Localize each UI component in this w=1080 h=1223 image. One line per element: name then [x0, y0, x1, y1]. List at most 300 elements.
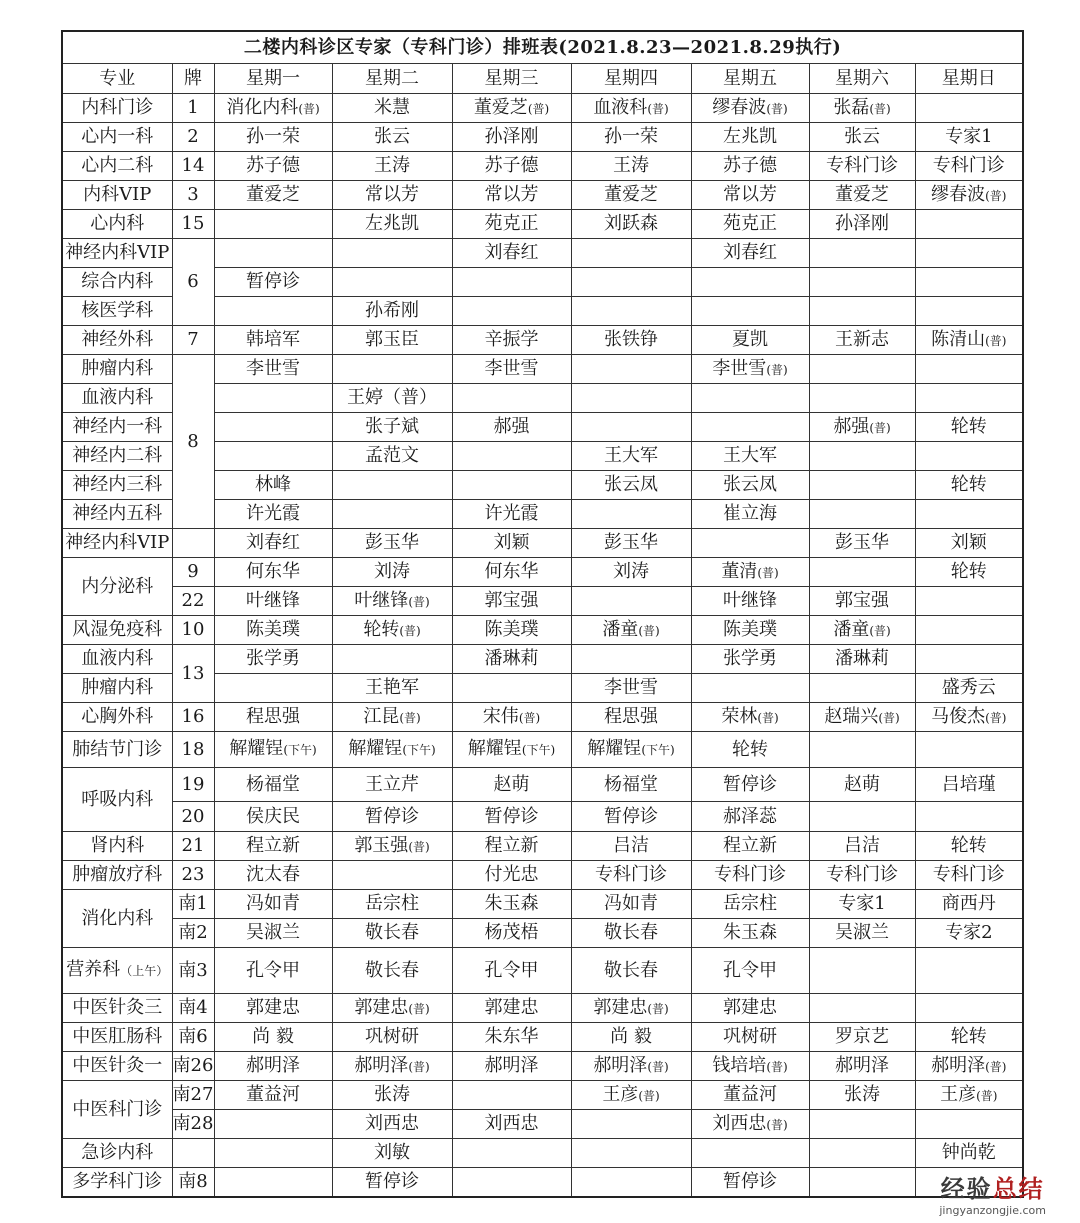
schedule-cell	[214, 768, 332, 802]
schedule-cell	[571, 1110, 691, 1139]
room-number-cell: 8	[172, 355, 214, 529]
schedule-cell	[332, 413, 452, 442]
table-row	[62, 1110, 1023, 1139]
doctor-name: 侯庆民	[246, 805, 300, 827]
schedule-cell	[452, 616, 571, 645]
schedule-cell	[809, 210, 915, 239]
schedule-cell	[809, 587, 915, 616]
doctor-name: 孙泽刚	[484, 126, 539, 147]
doctor-name: 程立新	[484, 835, 539, 856]
doctor-name: 许光霞	[484, 503, 539, 524]
schedule-cell	[809, 1081, 915, 1110]
doctor-name: 叶继锋	[246, 590, 300, 611]
doctor-name: 郝明泽	[484, 1055, 539, 1076]
schedule-cell	[915, 616, 1023, 645]
doctor-name: 李世雪	[484, 358, 539, 379]
schedule-cell	[809, 268, 915, 297]
doctor-name: 刘春红	[484, 242, 539, 263]
doctor-name: 崔立海	[723, 503, 777, 524]
page-title: 二楼内科诊区专家（专科门诊）排班表(2021.8.23—2021.8.29执行)	[62, 31, 1023, 64]
schedule-cell	[332, 355, 452, 384]
room-number-cell: 3	[172, 181, 214, 210]
schedule-cell	[809, 413, 915, 442]
doctor-name: 张云凤	[723, 474, 777, 495]
session-tag: (普)	[976, 1088, 998, 1103]
schedule-cell	[332, 181, 452, 210]
doctor-name: 暂停诊	[365, 805, 419, 827]
schedule-cell	[809, 732, 915, 768]
schedule-cell	[691, 181, 809, 210]
table-row	[62, 326, 1023, 355]
doctor-name: 董益河	[723, 1084, 777, 1105]
schedule-cell	[915, 529, 1023, 558]
doctor-name: 轮转	[363, 618, 400, 640]
schedule-cell	[332, 616, 452, 645]
doctor-name: 专家2	[945, 922, 993, 943]
doctor-name: 董清	[721, 560, 758, 582]
schedule-cell	[571, 413, 691, 442]
doctor-name: 巩树研	[723, 1026, 777, 1047]
schedule-cell	[691, 802, 809, 832]
doctor-name: 刘西忠	[484, 1113, 539, 1134]
schedule-cell	[571, 1052, 691, 1081]
schedule-cell	[452, 768, 571, 802]
table-row	[62, 948, 1023, 994]
doctor-name: 尚 毅	[252, 1026, 294, 1047]
schedule-cell	[332, 1110, 452, 1139]
department-cell: 营养科（上午）	[62, 948, 172, 994]
schedule-cell	[214, 703, 332, 732]
doctor-name: 张涛	[844, 1084, 880, 1105]
schedule-cell	[214, 1052, 332, 1081]
schedule-cell	[915, 1139, 1023, 1168]
schedule-cell	[809, 616, 915, 645]
doctor-name: 陈美璞	[484, 619, 539, 640]
department-cell: 肿瘤放疗科	[62, 861, 172, 890]
department-cell: 肿瘤内科	[62, 355, 172, 384]
schedule-cell	[214, 94, 332, 123]
doctor-name: 刘颖	[950, 532, 987, 553]
doctor-name: 郭玉强	[354, 834, 409, 856]
schedule-cell	[332, 674, 452, 703]
table-row	[62, 1081, 1023, 1110]
doctor-name: 暂停诊	[246, 271, 300, 292]
schedule-cell	[332, 94, 452, 123]
schedule-cell	[571, 587, 691, 616]
schedule-cell	[571, 326, 691, 355]
room-number-cell: 南27	[172, 1081, 214, 1110]
schedule-cell	[452, 355, 571, 384]
doctor-name: 孙一荣	[246, 126, 300, 147]
schedule-cell	[691, 1081, 809, 1110]
schedule-cell	[214, 442, 332, 471]
session-tag: (普)	[408, 1001, 430, 1016]
doctor-name: 巩树研	[365, 1026, 419, 1047]
room-number-cell: 南2	[172, 919, 214, 948]
room-number-cell: 南1	[172, 890, 214, 919]
table-row	[62, 210, 1023, 239]
table-row	[62, 645, 1023, 674]
schedule-cell	[915, 768, 1023, 802]
doctor-name: 岳宗柱	[365, 893, 419, 914]
session-tag: (普)	[869, 420, 891, 435]
department-cell: 中医科门诊	[62, 1081, 172, 1139]
schedule-cell	[691, 355, 809, 384]
room-number-cell	[172, 529, 214, 558]
doctor-name: 郝泽蕊	[723, 805, 777, 827]
department-cell: 神经内二科	[62, 442, 172, 471]
doctor-name: 程立新	[246, 835, 300, 856]
schedule-cell	[214, 1023, 332, 1052]
doctor-name: 盛秀云	[941, 677, 996, 698]
department-cell: 血液内科	[62, 384, 172, 413]
schedule-cell	[332, 558, 452, 587]
doctor-name: 王婷（普）	[347, 387, 437, 408]
schedule-cell	[915, 948, 1023, 994]
department-cell: 综合内科	[62, 268, 172, 297]
schedule-cell	[214, 355, 332, 384]
schedule-cell	[214, 239, 332, 268]
schedule-cell	[809, 529, 915, 558]
schedule-cell	[452, 861, 571, 890]
session-tag: (普)	[869, 623, 891, 638]
doctor-name: 叶继锋	[723, 590, 777, 611]
column-header: 星期三	[452, 64, 571, 94]
department-cell: 中医针灸三	[62, 994, 172, 1023]
doctor-name: 彭玉华	[604, 532, 658, 553]
schedule-cell	[691, 948, 809, 994]
department-cell: 内分泌科	[62, 558, 172, 616]
schedule-cell	[809, 919, 915, 948]
doctor-name: 郭建忠	[723, 997, 777, 1018]
doctor-name: 朱玉森	[484, 893, 539, 914]
doctor-name: 程思强	[246, 706, 300, 727]
doctor-name: 夏凯	[732, 329, 768, 350]
department-cell: 内科门诊	[62, 94, 172, 123]
session-tag: (普)	[647, 101, 669, 116]
doctor-name: 专科门诊	[826, 864, 898, 885]
schedule-cell	[452, 890, 571, 919]
session-tag: (下午)	[402, 743, 436, 757]
doctor-name: 何东华	[246, 561, 300, 582]
doctor-name: 郭建忠	[246, 997, 300, 1018]
schedule-cell	[332, 703, 452, 732]
schedule-cell	[452, 326, 571, 355]
doctor-name: 苑克正	[723, 213, 777, 234]
department-cell: 肿瘤内科	[62, 674, 172, 703]
schedule-cell	[691, 471, 809, 500]
schedule-cell	[691, 326, 809, 355]
schedule-cell	[452, 239, 571, 268]
schedule-cell	[809, 1168, 915, 1197]
column-header: 星期一	[214, 64, 332, 94]
schedule-cell	[691, 832, 809, 861]
schedule-cell	[332, 152, 452, 181]
schedule-cell	[809, 802, 915, 832]
department-cell: 心胸外科	[62, 703, 172, 732]
schedule-cell	[571, 558, 691, 587]
schedule-cell	[214, 674, 332, 703]
doctor-name: 吕洁	[844, 835, 880, 856]
doctor-name: 专科门诊	[932, 864, 1005, 885]
doctor-name: 缪春波	[931, 183, 986, 205]
doctor-name: 王大军	[723, 445, 777, 466]
room-number-cell: 6	[172, 239, 214, 326]
table-row	[62, 919, 1023, 948]
schedule-cell	[214, 210, 332, 239]
schedule-cell	[332, 210, 452, 239]
doctor-name: 冯如青	[246, 893, 300, 914]
doctor-name: 商西丹	[941, 893, 996, 914]
room-number-cell: 南6	[172, 1023, 214, 1052]
room-number-cell: 南26	[172, 1052, 214, 1081]
doctor-name: 暂停诊	[484, 805, 539, 827]
room-number-cell: 20	[172, 802, 214, 832]
schedule-cell	[809, 1052, 915, 1081]
room-number-cell: 南28	[172, 1110, 214, 1139]
department-cell: 核医学科	[62, 297, 172, 326]
schedule-cell	[332, 732, 452, 768]
schedule-cell	[915, 1081, 1023, 1110]
doctor-name: 尚 毅	[610, 1026, 652, 1047]
column-header: 星期六	[809, 64, 915, 94]
doctor-name: 解耀锃	[467, 738, 522, 759]
schedule-cell	[915, 919, 1023, 948]
schedule-cell	[809, 152, 915, 181]
doctor-name: 马俊杰	[931, 705, 986, 727]
department-cell: 多学科门诊	[62, 1168, 172, 1197]
doctor-name: 暂停诊	[365, 1170, 419, 1192]
schedule-cell	[214, 413, 332, 442]
schedule-cell	[809, 768, 915, 802]
schedule-cell	[452, 500, 571, 529]
schedule-cell	[915, 1052, 1023, 1081]
schedule-cell	[691, 297, 809, 326]
doctor-name: 郭建忠	[484, 997, 539, 1018]
session-tag: (普)	[985, 333, 1007, 348]
department-cell: 心内一科	[62, 123, 172, 152]
schedule-cell	[915, 210, 1023, 239]
schedule-cell	[332, 384, 452, 413]
schedule-cell	[214, 1139, 332, 1168]
schedule-cell	[452, 1081, 571, 1110]
schedule-cell	[809, 1139, 915, 1168]
doctor-name: 赵瑞兴	[824, 705, 879, 727]
doctor-name: 彭玉华	[365, 532, 419, 553]
schedule-cell	[809, 674, 915, 703]
room-number-cell: 1	[172, 94, 214, 123]
schedule-cell	[571, 152, 691, 181]
schedule-cell	[214, 832, 332, 861]
session-tag: (普)	[647, 1059, 669, 1074]
schedule-cell	[332, 1139, 452, 1168]
schedule-cell	[571, 239, 691, 268]
doctor-name: 岳宗柱	[723, 893, 777, 914]
room-number-cell: 18	[172, 732, 214, 768]
doctor-name: 苑克正	[484, 213, 539, 234]
table-row	[62, 587, 1023, 616]
doctor-name: 轮转	[950, 561, 987, 582]
session-tag: (普)	[408, 594, 430, 609]
doctor-name: 江昆	[363, 705, 400, 727]
watermark-logo: 经验总结	[940, 1175, 1045, 1203]
schedule-cell	[809, 703, 915, 732]
session-tag: (普)	[757, 710, 779, 725]
schedule-cell	[332, 587, 452, 616]
schedule-cell	[214, 152, 332, 181]
schedule-cell	[915, 587, 1023, 616]
schedule-cell	[915, 1023, 1023, 1052]
schedule-cell	[691, 152, 809, 181]
doctor-name: 轮转	[950, 474, 987, 495]
table-row	[62, 1052, 1023, 1081]
doctor-name: 许光霞	[246, 503, 300, 524]
doctor-name: 左兆凯	[723, 126, 777, 147]
schedule-cell	[915, 123, 1023, 152]
doctor-name: 暂停诊	[723, 1170, 777, 1192]
doctor-name: 陈美璞	[246, 619, 300, 640]
doctor-name: 解耀锃	[229, 738, 284, 759]
schedule-cell	[332, 768, 452, 802]
header-row	[62, 64, 1023, 94]
doctor-name: 潘琳莉	[835, 648, 889, 669]
schedule-cell	[809, 500, 915, 529]
schedule-cell	[452, 832, 571, 861]
schedule-cell	[571, 268, 691, 297]
doctor-name: 程思强	[604, 706, 658, 727]
schedule-cell	[452, 1110, 571, 1139]
doctor-name: 刘敏	[374, 1142, 410, 1163]
schedule-cell	[691, 732, 809, 768]
doctor-name: 暂停诊	[723, 773, 777, 795]
schedule-cell	[809, 123, 915, 152]
doctor-name: 王涛	[374, 155, 410, 176]
schedule-cell	[809, 1023, 915, 1052]
table-row	[62, 1168, 1023, 1197]
doctor-name: 解耀锃	[587, 738, 642, 759]
session-tag: (普)	[766, 101, 788, 116]
schedule-cell	[809, 384, 915, 413]
schedule-cell	[214, 268, 332, 297]
watermark	[939, 1169, 1046, 1217]
schedule-cell	[809, 890, 915, 919]
department-cell: 中医肛肠科	[62, 1023, 172, 1052]
doctor-name: 王立芹	[365, 773, 419, 795]
doctor-name: 钱培培	[712, 1054, 767, 1076]
department-cell: 神经内五科	[62, 500, 172, 529]
schedule-cell	[571, 890, 691, 919]
schedule-cell	[691, 558, 809, 587]
schedule-cell	[214, 948, 332, 994]
schedule-cell	[691, 768, 809, 802]
schedule-cell	[915, 994, 1023, 1023]
session-tag: (普)	[869, 101, 891, 116]
schedule-cell	[214, 471, 332, 500]
schedule-cell	[332, 500, 452, 529]
doctor-name: 张学勇	[723, 648, 777, 669]
schedule-cell	[691, 919, 809, 948]
doctor-name: 吴淑兰	[835, 922, 889, 943]
column-header: 星期日	[915, 64, 1023, 94]
doctor-name: 彭玉华	[835, 532, 889, 553]
schedule-cell	[332, 1168, 452, 1197]
schedule-table	[61, 30, 1024, 1198]
schedule-cell	[571, 442, 691, 471]
schedule-cell	[691, 1110, 809, 1139]
doctor-name: 陈清山	[931, 328, 986, 350]
schedule-cell	[571, 616, 691, 645]
doctor-name: 董爱芝	[604, 184, 658, 205]
schedule-cell	[691, 616, 809, 645]
schedule-cell	[571, 297, 691, 326]
doctor-name: 刘涛	[613, 561, 649, 582]
doctor-name: 郝明泽	[354, 1054, 409, 1076]
schedule-cell	[915, 413, 1023, 442]
schedule-cell	[571, 994, 691, 1023]
session-tag: (普)	[766, 362, 788, 377]
doctor-name: 轮转	[732, 738, 768, 760]
schedule-cell	[214, 616, 332, 645]
schedule-cell	[214, 861, 332, 890]
doctor-name: 血液科	[593, 96, 648, 118]
schedule-cell	[809, 558, 915, 587]
doctor-name: 王艳军	[365, 677, 419, 698]
doctor-name: 孔令甲	[723, 959, 777, 981]
schedule-cell	[452, 268, 571, 297]
doctor-name: 朱玉森	[723, 922, 777, 943]
schedule-cell	[915, 861, 1023, 890]
schedule-cell	[571, 1023, 691, 1052]
room-number-cell: 南4	[172, 994, 214, 1023]
schedule-cell	[809, 297, 915, 326]
schedule-cell	[809, 94, 915, 123]
schedule-cell	[691, 587, 809, 616]
doctor-name: 专家1	[838, 893, 886, 914]
doctor-name: 敬长春	[604, 922, 658, 943]
doctor-name: 钟尚乾	[941, 1142, 996, 1163]
schedule-cell	[452, 152, 571, 181]
schedule-cell	[452, 558, 571, 587]
doctor-name: 轮转	[950, 416, 987, 437]
schedule-cell	[691, 861, 809, 890]
table-row	[62, 890, 1023, 919]
schedule-cell	[452, 181, 571, 210]
schedule-cell	[452, 384, 571, 413]
table-row	[62, 355, 1023, 384]
schedule-cell	[571, 919, 691, 948]
schedule-cell	[571, 768, 691, 802]
schedule-cell	[332, 297, 452, 326]
schedule-cell	[332, 471, 452, 500]
schedule-cell	[452, 297, 571, 326]
table-row	[62, 123, 1023, 152]
room-number-cell: 9	[172, 558, 214, 587]
room-number-cell: 13	[172, 645, 214, 703]
schedule-cell	[452, 471, 571, 500]
schedule-cell	[691, 413, 809, 442]
doctor-name: 孔令甲	[246, 959, 300, 981]
doctor-name: 杨福堂	[604, 773, 658, 795]
doctor-name: 李世雪	[604, 677, 658, 698]
department-cell: 呼吸内科	[62, 768, 172, 832]
schedule-cell	[214, 297, 332, 326]
schedule-cell	[332, 529, 452, 558]
schedule-cell	[452, 210, 571, 239]
table-row	[62, 732, 1023, 768]
department-cell: 风湿免疫科	[62, 616, 172, 645]
schedule-cell	[214, 181, 332, 210]
schedule-cell	[691, 1168, 809, 1197]
